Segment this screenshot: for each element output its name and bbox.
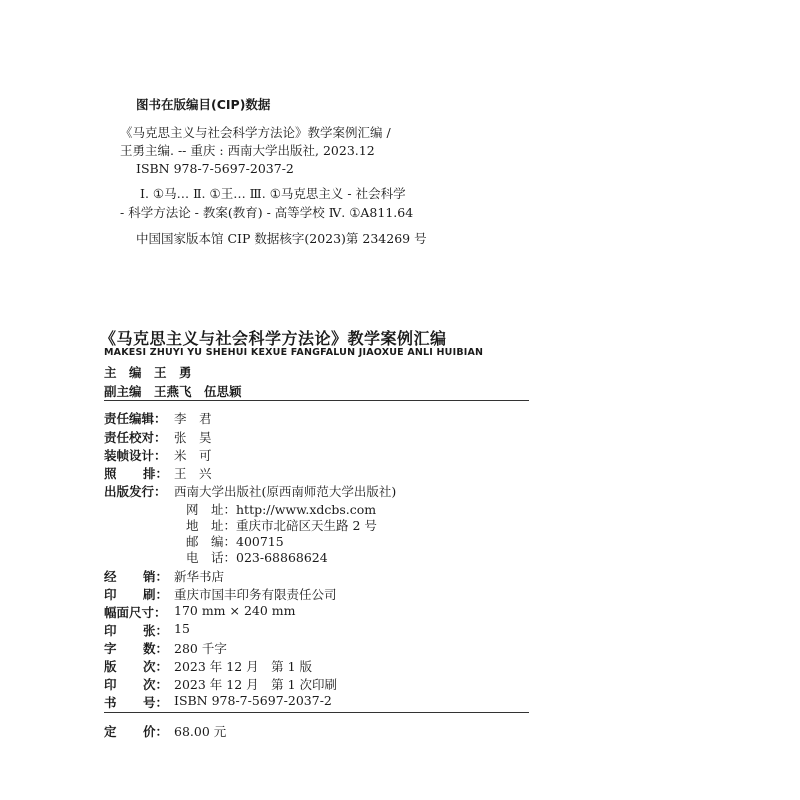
- spec-value-wordcount: 280 千字: [174, 641, 227, 656]
- spec-label-sheets: 印 张：: [104, 623, 168, 638]
- cip-record-number: 中国国家版本馆 CIP 数据核字(2023)第 234269 号: [136, 231, 427, 246]
- spec-label-format: 幅面尺寸：: [104, 605, 167, 620]
- credit-label-editor: 责任编辑：: [104, 411, 167, 426]
- credit-value-proofreader: 张 昊: [174, 430, 212, 445]
- credit-value-designer: 米 可: [174, 448, 212, 463]
- cip-heading: 图书在版编目(CIP)数据: [136, 97, 271, 112]
- credit-label-designer: 装帧设计：: [104, 448, 167, 463]
- credit-label-typesetting: 照 排：: [104, 466, 168, 481]
- spec-value-printer: 重庆市国丰印务有限责任公司: [174, 587, 337, 602]
- spec-value-printing: 2023 年 12 月 第 1 次印刷: [174, 677, 338, 692]
- publisher-phone: 电 话：023-68868624: [186, 550, 328, 565]
- deputy-editors: 副主编 王燕飞 伍思颖: [104, 384, 242, 399]
- chief-editor: 主 编 王 勇: [104, 365, 192, 380]
- spec-value-sheets: 15: [174, 621, 190, 636]
- spec-value-edition: 2023 年 12 月 第 1 版: [174, 659, 313, 674]
- spec-label-isbn: 书 号：: [104, 695, 168, 710]
- publisher-postcode: 邮 编：400715: [186, 534, 284, 549]
- credit-value-typesetting: 王 兴: [174, 466, 212, 481]
- credit-value-publisher: 西南大学出版社(原西南师范大学出版社): [174, 484, 397, 499]
- cip-title-line: 《马克思主义与社会科学方法论》教学案例汇编 /: [120, 125, 391, 140]
- credit-label-publisher: 出版发行：: [104, 484, 167, 499]
- cip-classification-line-2: - 科学方法论 - 教案(教育) - 高等学校 Ⅳ. ①A811.64: [120, 205, 414, 220]
- spec-label-printing: 印 次：: [104, 677, 168, 692]
- spec-label-edition: 版 次：: [104, 659, 168, 674]
- price-value: 68.00 元: [174, 724, 227, 739]
- spec-label-distributor: 经 销：: [104, 569, 168, 584]
- spec-value-isbn: ISBN 978-7-5697-2037-2: [174, 693, 332, 708]
- cip-editor-line: 王勇主编. -- 重庆 : 西南大学出版社, 2023.12: [120, 143, 375, 158]
- spec-value-distributor: 新华书店: [174, 569, 225, 584]
- cip-classification-line-1: Ⅰ. ①马… Ⅱ. ①王… Ⅲ. ①马克思主义 - 社会科学: [140, 186, 406, 201]
- credit-value-editor: 李 君: [174, 411, 212, 426]
- publisher-address: 地 址：重庆市北碚区天生路 2 号: [186, 518, 377, 533]
- price-label: 定 价：: [104, 724, 168, 739]
- divider-bottom: [104, 712, 529, 713]
- credit-label-proofreader: 责任校对：: [104, 430, 167, 445]
- publisher-website: 网 址：http://www.xdcbs.com: [186, 502, 377, 517]
- divider-top: [104, 400, 529, 401]
- spec-label-wordcount: 字 数：: [104, 641, 168, 656]
- cip-isbn-line: ISBN 978-7-5697-2037-2: [136, 161, 294, 176]
- spec-label-printer: 印 刷：: [104, 587, 168, 602]
- book-title-pinyin: MAKESI ZHUYI YU SHEHUI KEXUE FANGFALUN JIAOXUE ANLI HUIBIAN: [104, 347, 484, 358]
- book-title: 《马克思主义与社会科学方法论》教学案例汇编: [100, 329, 447, 348]
- spec-value-format: 170 mm × 240 mm: [174, 603, 296, 618]
